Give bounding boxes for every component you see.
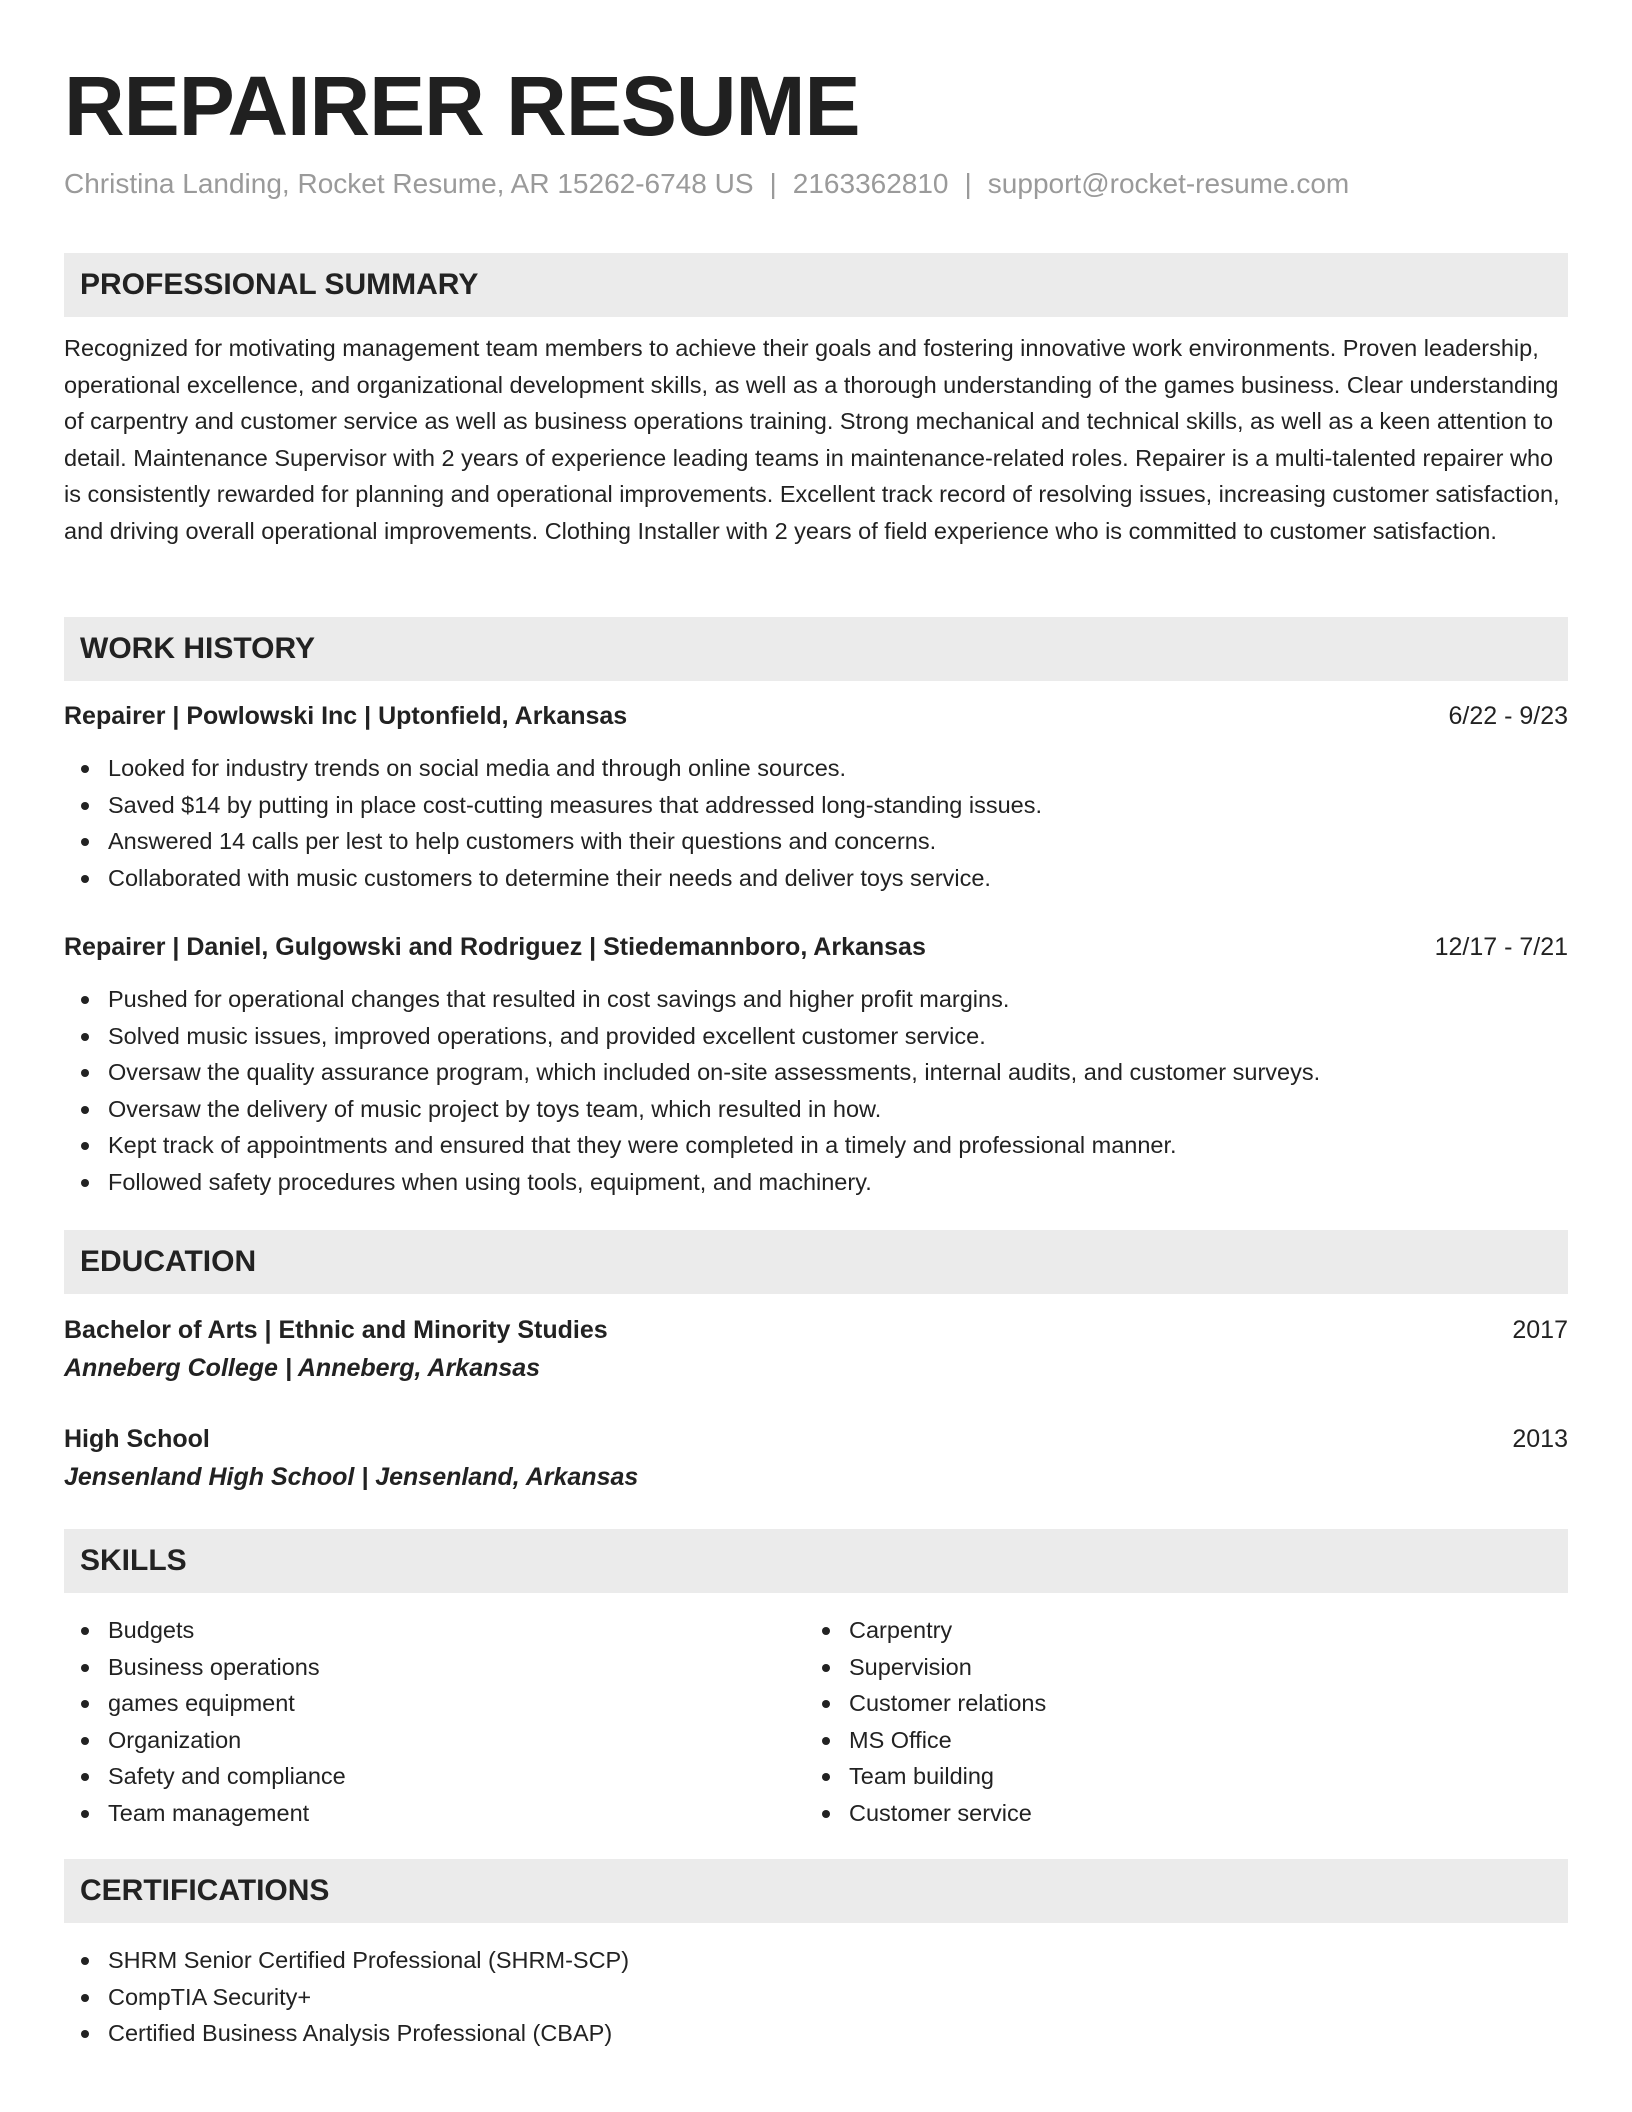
summary-text: Recognized for motivating management team members to achieve their goals and fostering innovative work environments. Proven leadership, operational excellence, and organizational development skills, as well as a thorough understanding of the games business. Clear understanding of carpentry and customer service as well as business operations training. Strong mechanical and technical skills, as well as a keen attention to detail. Maintenance Supervisor with 2 years of experience leading teams in maintenance-related roles. Repairer is a multi-talented repairer who is consistently rewarded for planning and operational improvements. Excellent track record of resolving issues, increasing customer satisfaction, and driving overall operational improvements. Clothing Installer with 2 years of field experience who is committed to customer satisfaction. [64, 335, 1560, 544]
contact-separator: | [964, 168, 972, 199]
education-header [64, 1311, 1568, 1349]
certifications-list [64, 1942, 629, 2052]
job-bullet: Collaborated with music customers to determine their needs and deliver toys service. [64, 860, 1042, 897]
section-title: CERTIFICATIONS [80, 1874, 330, 1907]
section-title: PROFESSIONAL SUMMARY [80, 268, 479, 301]
skill-item: Team management [64, 1795, 346, 1832]
skill-item: Business operations [64, 1649, 346, 1686]
job-title: Repairer | Powlowski Inc | Uptonfield, Arkansas [64, 702, 628, 730]
section-header-education [64, 1230, 1568, 1294]
job-bullet: Pushed for operational changes that resulted in cost savings and higher profit margins. [64, 981, 1320, 1018]
job-bullet: Saved $14 by putting in place cost-cutting measures that addressed long-standing issues. [64, 787, 1042, 824]
contact-email: support@rocket-resume.com [987, 168, 1350, 199]
section-title: SKILLS [80, 1544, 187, 1577]
certification-item: CompTIA Security+ [64, 1979, 629, 2016]
education-degree: High School [64, 1425, 210, 1453]
job-dates: 12/17 - 7/21 [1434, 933, 1568, 961]
job-bullet: Followed safety procedures when using tools, equipment, and machinery. [64, 1164, 1320, 1201]
skill-item: Organization [64, 1722, 346, 1759]
skill-item: Budgets [64, 1612, 346, 1649]
skills-list-left [64, 1612, 346, 1831]
job-bullet: Oversaw the quality assurance program, which included on-site assessments, internal audits, and customer surveys. [64, 1054, 1320, 1091]
skill-item: Team building [805, 1758, 1046, 1795]
job-bullets [64, 981, 1320, 1200]
section-header-certifications [64, 1859, 1568, 1923]
job-dates: 6/22 - 9/23 [1448, 702, 1568, 730]
skill-item: Customer relations [805, 1685, 1046, 1722]
education-header [64, 1420, 1568, 1458]
education-school: Jensenland High School | Jensenland, Arkansas [64, 1463, 639, 1491]
contact-separator: | [769, 168, 777, 199]
resume-title: REPAIRER RESUME [64, 59, 860, 153]
certification-item: SHRM Senior Certified Professional (SHRM-SCP) [64, 1942, 629, 1979]
job-bullet: Looked for industry trends on social media and through online sources. [64, 750, 1042, 787]
education-school: Anneberg College | Anneberg, Arkansas [64, 1354, 541, 1382]
contact-address: Christina Landing, Rocket Resume, AR 15262-6748 US [64, 168, 754, 199]
contact-phone: 2163362810 [792, 168, 949, 199]
certification-item: Certified Business Analysis Professional (CBAP) [64, 2015, 629, 2052]
job-bullet: Oversaw the delivery of music project by toys team, which resulted in how. [64, 1091, 1320, 1128]
section-header-work-history [64, 617, 1568, 681]
job-header [64, 928, 1568, 966]
skill-item: Safety and compliance [64, 1758, 346, 1795]
skill-item: Customer service [805, 1795, 1046, 1832]
job-title: Repairer | Daniel, Gulgowski and Rodriguez | Stiedemannboro, Arkansas [64, 933, 926, 961]
skill-item: MS Office [805, 1722, 1046, 1759]
section-title: WORK HISTORY [80, 632, 316, 665]
education-degree: Bachelor of Arts | Ethnic and Minority Studies [64, 1316, 608, 1344]
skill-item: Supervision [805, 1649, 1046, 1686]
section-title: EDUCATION [80, 1245, 257, 1278]
education-year: 2013 [1512, 1425, 1568, 1453]
education-year: 2017 [1512, 1316, 1568, 1344]
job-bullet: Kept track of appointments and ensured that they were completed in a timely and professional manner. [64, 1127, 1320, 1164]
contact-line [64, 164, 1349, 204]
section-header-skills [64, 1529, 1568, 1593]
job-header [64, 697, 1568, 735]
skill-item: Carpentry [805, 1612, 1046, 1649]
section-header-summary [64, 253, 1568, 317]
skill-item: games equipment [64, 1685, 346, 1722]
job-bullet: Solved music issues, improved operations, and provided excellent customer service. [64, 1018, 1320, 1055]
skills-list-right [805, 1612, 1046, 1831]
job-bullets [64, 750, 1042, 896]
job-bullet: Answered 14 calls per lest to help customers with their questions and concerns. [64, 823, 1042, 860]
